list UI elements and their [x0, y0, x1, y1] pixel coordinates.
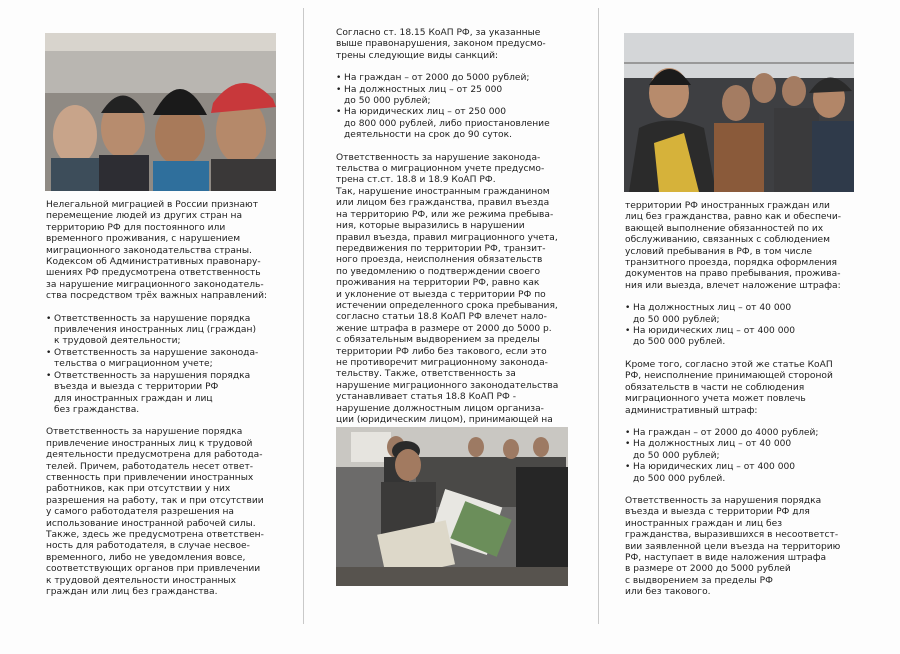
entry-exit-paragraph: Ответственность за нарушения порядка въезда и выезда с территории РФ для иностранных граждан и лиц без гражданства, выразившихся в несоответст- вии заявленной цели въезда на территорию РФ, наступает в виде наложения штрафа в размере от 2000 до 5000 рублей с выдворением за пределы РФ или без такового.: [625, 495, 841, 598]
list-item: • На должностных лиц – от 40 000 до 50 000 рублей;: [625, 439, 887, 462]
list-item: • Ответственность за нарушение порядка привлечения иностранных лиц (граждан) к трудовой деятельности;: [46, 314, 298, 348]
fines-list-1: [625, 303, 887, 349]
host-party-paragraph: территории РФ иностранных граждан или лиц без гражданства, равно как и обеспечи- вающей выполнение обязанностей по их обслуживанию, связанных с соблюдением условий пребывания в РФ, в том числе транзитного проезда, порядка оформления документов на право пребывания, прожива- ния или выезда, влечет наложение штрафа:: [625, 201, 842, 291]
list-item: • На должностных лиц – от 25 000 до 50 000 рублей;: [336, 85, 594, 108]
list-item: • На граждан – от 2000 до 5000 рублей;: [336, 73, 594, 84]
fold-line-left: [303, 8, 304, 624]
list-item: • Ответственность за нарушение законода- тельства о миграционном учете;: [46, 348, 298, 371]
photo-document-check: [336, 427, 568, 586]
intro-paragraph: Нелегальной миграцией в России признают перемещение людей из других стран на территорию РФ для постоянного или временного проживания, с нарушением миграционного законодательства страны. Кодексом об Административных правонару- шениях РФ предусмотрена ответственность за нарушение миграционного законодатель- ства посредством трёх важных направлений:: [46, 200, 268, 302]
fines-list-2: [625, 428, 887, 485]
list-item: • На граждан – от 2000 до 4000 рублей;: [625, 428, 887, 439]
responsibility-list: [46, 314, 298, 417]
list-item: • На юридических лиц – от 400 000 до 500 000 рублей.: [625, 326, 887, 349]
sanctions-intro: Согласно ст. 18.15 КоАП РФ, за указанные выше правонарушения, законом предусмо- трены следующие виды санкций:: [336, 28, 546, 61]
list-item: • На юридических лиц – от 400 000 до 500 000 рублей.: [625, 462, 887, 485]
list-item: • На юридических лиц – от 250 000 до 800 000 рублей, либо приостановление деятельности на срок до 90 суток.: [336, 107, 594, 141]
registration-fine-paragraph: Кроме того, согласно этой же статье КоАП РФ, неисполнение принимающей стороной обязательств в части не соблюдения миграционного учета может повлечь административный штраф:: [625, 359, 833, 416]
migration-registration-paragraph: Ответственность за нарушение законода- тельства о миграционном учете предусмо- трена ст.ст. 18.8 и 18.9 КоАП РФ. Так, нарушение иностранным гражданином или лицом без гражданства, правил въезда на территорию РФ, или же режима пребыва- ния, которые выразились в нарушении правил въезда, правил миграционного учета, передвижения по территории РФ, транзит- ного проезда, неисполнения обязательств по уведомлению о подтверждении своего проживания на территории РФ, равно как и уклонение от выезда с территории РФ по истечении определенного срока пребывания, согласно статьи 18.8 КоАП РФ влечет нало- жение штрафа в размере от 2000 до 5000 р. с обязательным выдворением за пределы территории РФ либо без такового, если это не противоречит миграционному законода- тельству. Также, ответственность за нарушение миграционного законодательства устанавливает статья 18.8 КоАП РФ - нарушение должностным лицом организа- ции (юридическим лицом), принимающей на: [336, 152, 559, 425]
column-right: [625, 201, 887, 599]
column-left: [46, 200, 298, 598]
employer-paragraph: Ответственность за нарушение порядка привлечение иностранных лиц к трудовой деятельности предусмотрена для работода- телей. Причем, работодатель несет ответ- ственность при привлечении иностранных работников, как при отсутствии у них разрешения на работу, так и при отсутствии у самого работодателя разрешения на использование иностранной рабочей силы. Также, здесь же предусмотрена ответствен- ность для работодателя, в случае несвое- временного, либо не уведомления вовсе, соответствующих органов при привлечении к трудовой деятельности иностранных граждан или лиц без гражданства.: [46, 427, 264, 597]
photo-migrant-workers: [45, 33, 276, 191]
list-item: • Ответственность за нарушения порядка въезда и выезда с территории РФ для иностранных граждан и лиц без гражданства.: [46, 371, 298, 417]
sanctions-list: [336, 73, 594, 141]
column-middle: [336, 28, 594, 426]
photo-detained-migrants: [624, 33, 854, 192]
fold-line-right: [598, 8, 599, 624]
list-item: • На должностных лиц – от 40 000 до 50 000 рублей;: [625, 303, 887, 326]
